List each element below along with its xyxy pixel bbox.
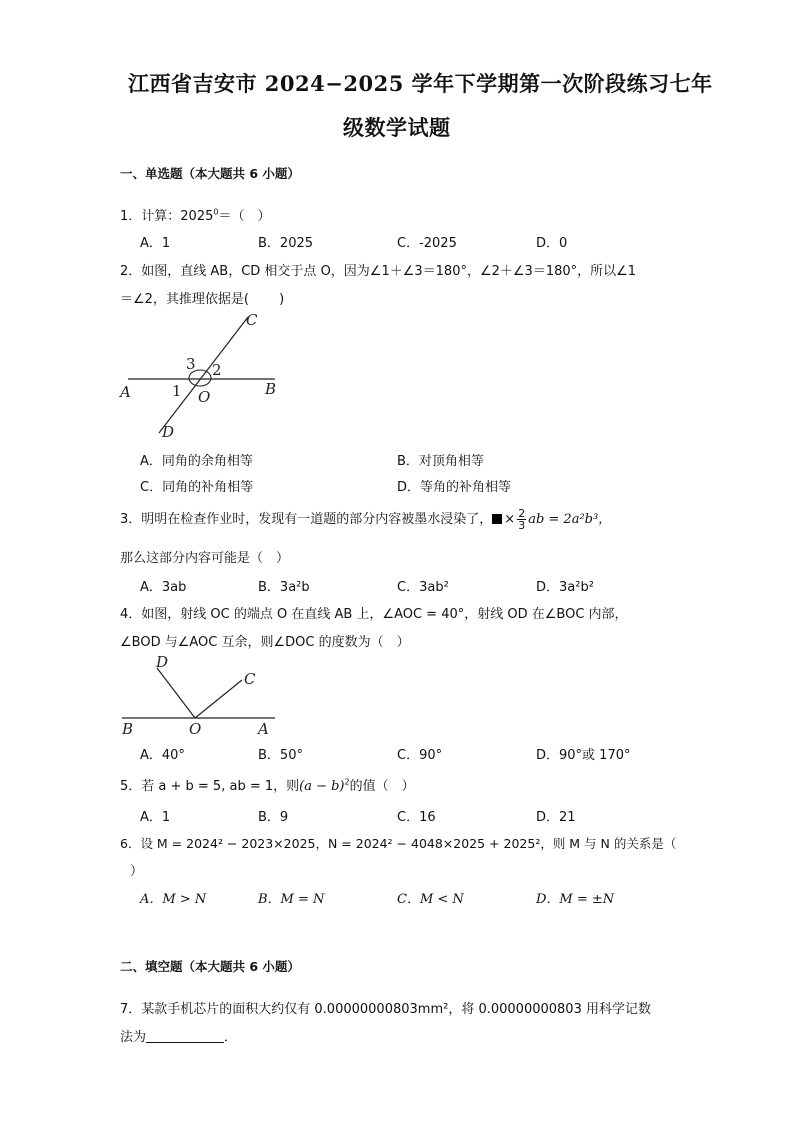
- label-angle-2: 2: [212, 361, 222, 379]
- q4-option-b: B．50°: [258, 748, 303, 763]
- label-o: O: [198, 388, 211, 406]
- q4-option-d: D．90°或 170°: [536, 748, 631, 763]
- label-a: A: [258, 720, 269, 738]
- answer-blank[interactable]: [146, 1030, 224, 1043]
- label-b: B: [122, 720, 134, 738]
- q4-option-c: C．90°: [397, 748, 443, 763]
- q6-option-c: C．M < N: [397, 892, 464, 907]
- q2-figure-intersecting-lines: [110, 305, 300, 445]
- question-5-stem: [120, 775, 415, 794]
- q5-exponent: 2: [344, 777, 350, 787]
- q5-stem-suffix: 的值（ ）: [349, 779, 415, 794]
- section-heading-single-choice: 一、单选题（本大题共 6 小题）: [120, 166, 300, 181]
- question-3-stem-line1: 3．明明在检查作业时，发现有一道题的部分内容被墨水浸染了， × $\frac{2}{3}$ ab = 2a²b³，: [120, 507, 612, 532]
- q1-option-b: B．2025: [258, 236, 314, 251]
- q7-line2-prefix: 法为: [120, 1030, 147, 1045]
- q5-option-a: A．1: [140, 810, 171, 825]
- document-title-line1: 江西省吉安市 2024−2025 学年下学期第一次阶段练习七年: [128, 71, 713, 96]
- q5-stem-prefix: 5．若 a + b = 5, ab = 1，则: [120, 779, 300, 794]
- section-heading-fill-blank: 二、填空题（本大题共 6 小题）: [120, 959, 300, 974]
- q5-option-b: B．9: [258, 810, 289, 825]
- question-4-stem-line1: 4．如图，射线 OC 的端点 O 在直线 AB 上，∠AOC = 40°，射线 OD 在∠BOC 内部，: [120, 607, 628, 622]
- q2-option-c: C．同角的补角相等: [140, 480, 254, 495]
- q3-fraction: [517, 508, 526, 531]
- q5-expr: (a − b): [299, 779, 345, 794]
- question-7-stem-line2: [120, 1026, 237, 1045]
- q1-option-d: D．0: [536, 236, 568, 251]
- q3-frac-num: 2: [518, 507, 526, 520]
- q1-option-c: C．-2025: [397, 236, 457, 251]
- document-title-line2: 级数学试题: [343, 115, 451, 140]
- q6-option-b: B．M = N: [258, 892, 325, 907]
- question-7-stem-line1: 7．某款手机芯片的面积大约仅有 0.00000000803mm²，将 0.00000000803 用科学记数: [120, 1002, 651, 1017]
- q3-stem-prefix: 3．明明在检查作业时，发现有一道题的部分内容被墨水浸染了，: [120, 512, 493, 527]
- q1-stem-suffix: ＝（ ）: [218, 209, 271, 224]
- question-1-stem: [120, 205, 270, 224]
- q7-line2-suffix: ．: [224, 1030, 238, 1045]
- q6-option-a: A．M > N: [140, 892, 207, 907]
- question-6-stem-line1: 6．设 M = 2024² − 2023×2025，N = 2024² − 4048×2025 + 2025²，则 M 与 N 的关系是（: [120, 836, 677, 851]
- q1-stem-prefix: 1．计算：: [120, 209, 181, 224]
- label-d: D: [162, 423, 175, 441]
- q3-option-a: A．3ab: [140, 580, 187, 595]
- q3-option-c: C．3ab²: [397, 580, 449, 595]
- q1-option-a: A．1: [140, 236, 171, 251]
- question-3-stem-line2: 那么这部分内容可能是（ ）: [120, 551, 290, 566]
- q1-base: 2025: [180, 209, 214, 224]
- q6-option-d: D．M = ±N: [536, 892, 615, 907]
- question-4-stem-line2: ∠BOD 与∠AOC 互余，则∠DOC 的度数为（ ）: [120, 635, 410, 650]
- question-2-stem-line2: ＝∠2，其推理依据是( ): [120, 292, 285, 307]
- ink-blot: [492, 514, 502, 524]
- label-c: C: [244, 670, 256, 688]
- question-2-stem-line1: 2．如图，直线 AB，CD 相交于点 O，因为∠1＋∠3＝180°，∠2＋∠3＝180°，所以∠1: [120, 264, 637, 279]
- q5-option-d: D．21: [536, 810, 576, 825]
- q3-stem-suffix: ab = 2a²b³，: [528, 512, 612, 527]
- q2-option-d: D．等角的补角相等: [397, 480, 512, 495]
- line-cd: [159, 317, 248, 433]
- label-angle-3: 3: [186, 355, 196, 373]
- label-angle-1: 1: [172, 382, 182, 400]
- q3-frac-den: 3: [518, 519, 526, 532]
- q5-option-c: C．16: [397, 810, 436, 825]
- ray-oc: [195, 680, 242, 718]
- question-6-stem-line2: ）: [130, 864, 144, 879]
- label-a: A: [120, 383, 131, 401]
- label-o: O: [189, 720, 202, 738]
- q3-option-d: D．3a²b²: [536, 580, 594, 595]
- q1-exponent: 0: [213, 207, 219, 217]
- q4-option-a: A．40°: [140, 748, 185, 763]
- q2-option-a: A．同角的余角相等: [140, 454, 253, 469]
- ray-od: [157, 668, 195, 718]
- q3-option-b: B．3a²b: [258, 580, 310, 595]
- q4-figure-rays: [110, 650, 290, 740]
- label-c: C: [246, 311, 258, 329]
- q2-option-b: B．对顶角相等: [397, 454, 484, 469]
- label-b: B: [265, 380, 277, 398]
- label-d: D: [156, 653, 169, 671]
